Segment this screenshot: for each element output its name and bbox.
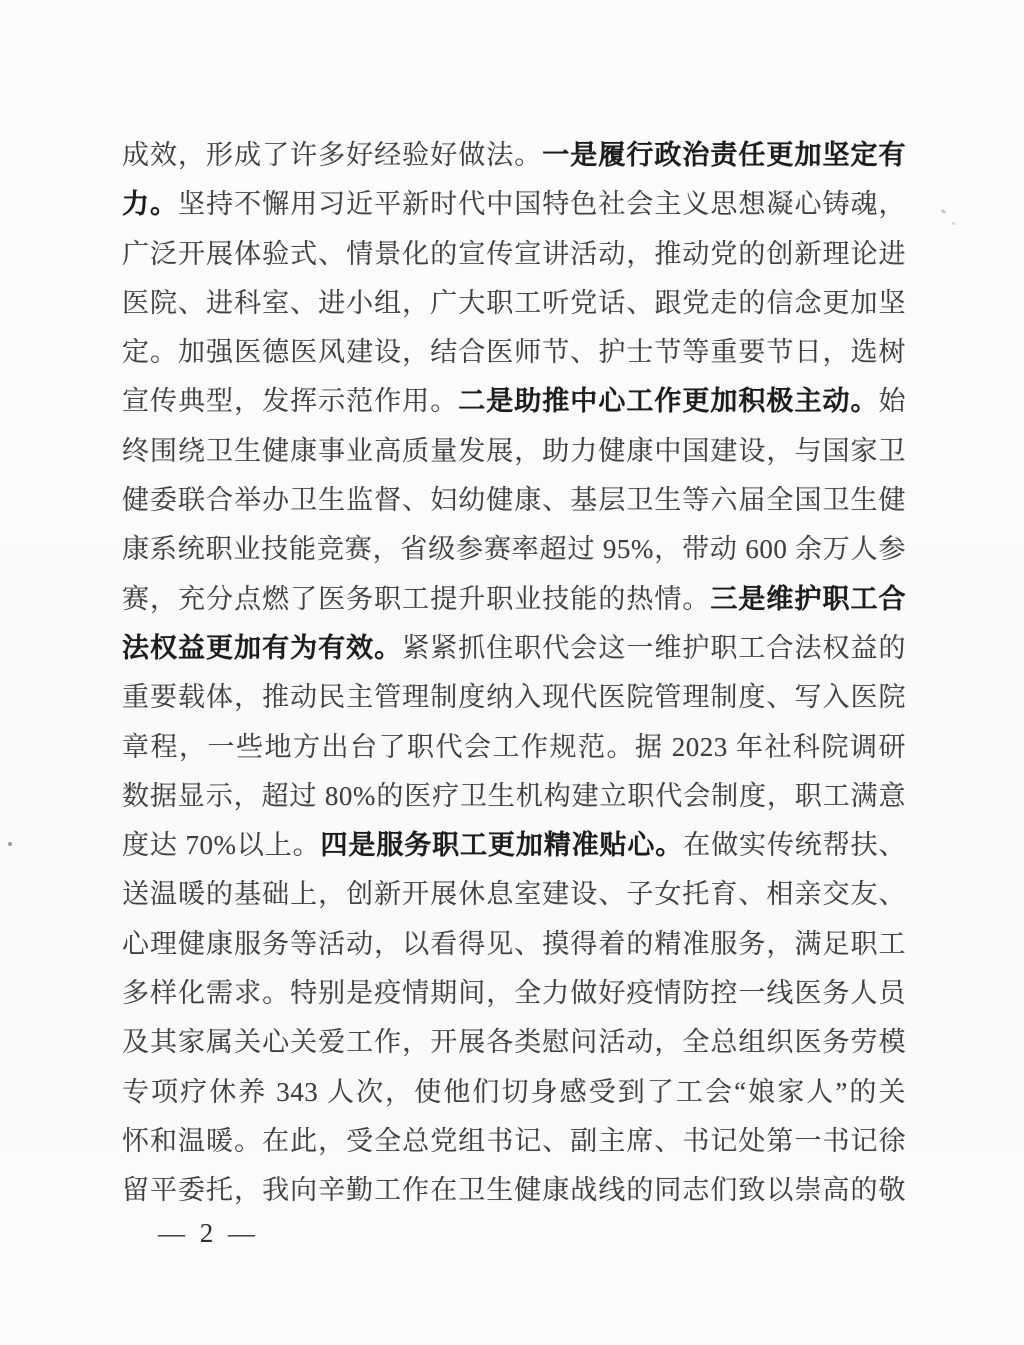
text-segment: 医院、进科室、进小组，广大职工听党话、跟党走的信念更加坚 (122, 287, 906, 318)
text-segment: 及其家属关心关爱工作，开展各类慰问活动，全总组织医务劳模 (122, 1027, 906, 1058)
text-line (122, 870, 906, 919)
text-line (122, 180, 906, 229)
text-line (122, 427, 906, 476)
bold-heading-segment: 二是助推中心工作更加积极主动。 (458, 386, 879, 417)
text-line (122, 1117, 906, 1166)
page-number: — 2 — (158, 1218, 259, 1248)
text-segment: 数据显示，超过 80%的医疗卫生机构建立职代会制度，职工满意 (122, 780, 906, 811)
text-segment: 留平委托，我向辛勤工作在卫生健康战线的同志们致以崇高的敬 (122, 1175, 906, 1206)
text-segment: 在做实传统帮扶、 (683, 830, 907, 861)
text-segment: 多样化需求。特别是疫情期间，全力做好疫情防控一线医务人员 (122, 978, 906, 1009)
text-segment: 始 (878, 386, 907, 417)
text-line (122, 328, 906, 377)
text-segment: 康系统职业技能竞赛，省级参赛率超过 95%，带动 600 余万人参 (122, 534, 906, 565)
text-line (122, 723, 906, 772)
text-line (122, 279, 906, 328)
text-segment: 广泛开展体验式、情景化的宣传宣讲活动，推动党的创新理论进 (122, 238, 906, 269)
text-segment: 章程，一些地方出台了职代会工作规范。据 2023 年社科院调研 (122, 731, 906, 762)
text-line (122, 377, 906, 426)
text-segment: 送温暖的基础上，创新开展休息室建设、子女托育、相亲交友、 (122, 879, 906, 910)
bold-heading-segment: 三是维护职工合 (710, 583, 907, 614)
text-segment: 紧紧抓住职代会这一维护职工合法权益的 (402, 632, 907, 663)
text-segment: 宣传典型，发挥示范作用。 (122, 386, 459, 417)
text-line (122, 131, 906, 180)
text-segment: 心理健康服务等活动，以看得见、摸得着的精准服务，满足职工 (122, 928, 906, 959)
text-line (122, 476, 906, 525)
body-text (122, 131, 906, 1216)
bold-heading-segment: 力。 (122, 189, 179, 220)
text-segment: 终围绕卫生健康事业高质量发展，助力健康中国建设，与国家卫 (122, 435, 906, 466)
text-line (122, 1068, 906, 1117)
text-line (122, 969, 906, 1018)
text-segment: 度达 70%以上。 (122, 830, 321, 861)
text-segment: 定。加强医德医风建设，结合医师节、护士节等重要节日，选树 (122, 337, 906, 368)
text-line (122, 772, 906, 821)
text-line (122, 230, 906, 279)
bold-heading-segment: 法权益更加有为有效。 (122, 632, 403, 663)
text-line (122, 1018, 906, 1067)
text-line (122, 920, 906, 969)
scan-speck (952, 222, 955, 225)
text-line (122, 575, 906, 624)
text-line (122, 1166, 906, 1215)
text-segment: 专项疗休养 343 人次，使他们切身感受到了工会“娘家人”的关 (122, 1076, 906, 1107)
bold-heading-segment: 四是服务职工更加精准贴心。 (320, 830, 684, 861)
text-segment: 坚持不懈用习近平新时代中国特色社会主义思想凝心铸魂， (178, 189, 907, 220)
text-segment: 重要载体，推动民主管理制度纳入现代医院管理制度、写入医院 (122, 682, 906, 713)
text-line (122, 673, 906, 722)
text-line (122, 624, 906, 673)
text-line (122, 525, 906, 574)
text-segment: 赛，充分点燃了医务职工提升职业技能的热情。 (122, 583, 711, 614)
scan-speck (8, 842, 12, 846)
text-segment: 成效，形成了许多好经验好做法。 (122, 140, 543, 170)
bold-heading-segment: 一是履行政治责任更加坚定有 (542, 140, 907, 170)
scan-speck (941, 209, 947, 214)
text-segment: 怀和温暖。在此，受全总党组书记、副主席、书记处第一书记徐 (122, 1125, 906, 1156)
text-segment: 健委联合举办卫生监督、妇幼健康、基层卫生等六届全国卫生健 (122, 485, 906, 516)
text-line (122, 821, 906, 870)
